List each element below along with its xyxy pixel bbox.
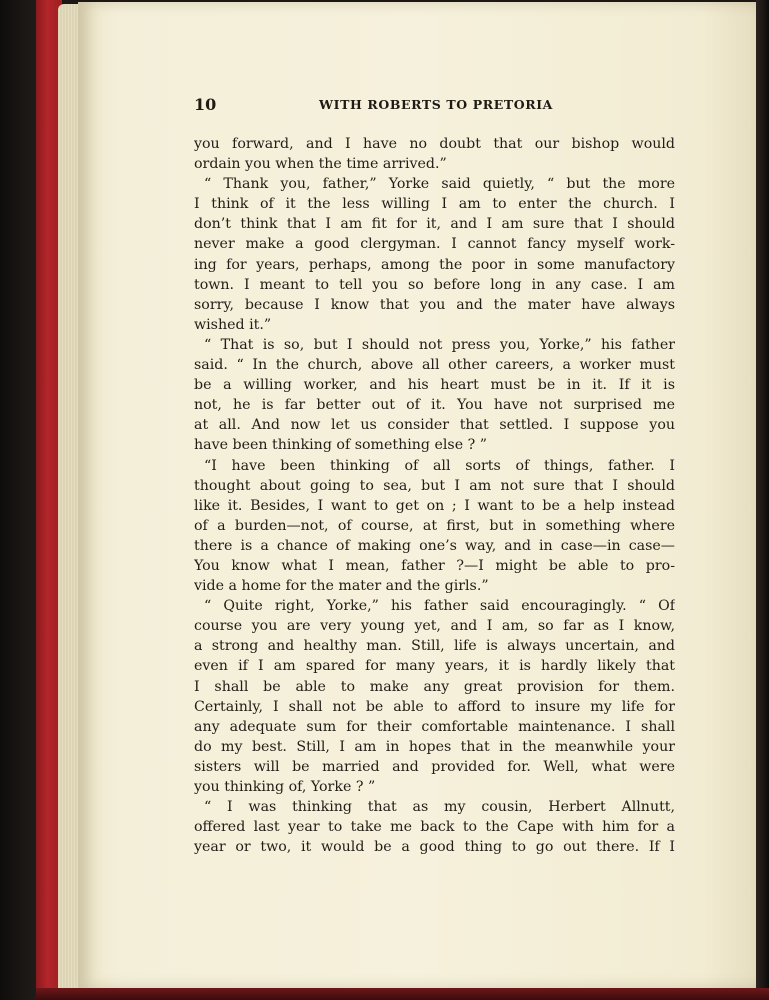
text-line: thought about going to sea, but I am not sure that I should [194,477,675,494]
text-line: offered last year to take me back to the Cape with him for a [194,819,675,836]
text-line: “ Quite right, Yorke,” his father said encouragingly. “ Of [204,598,675,615]
text-line: “ I was thinking that as my cousin, Herbert Allnutt, [204,799,675,816]
text-line: vide a home for the mater and the girls.” [194,578,489,595]
text-line: be a willing worker, and his heart must be in it. If it is [194,377,675,394]
text-line: course you are very young yet, and I am, so far as I know, [194,618,675,635]
text-line: at all. And now let us consider that settled. I suppose you [194,417,675,434]
text-line: have been thinking of something else ? ” [194,437,487,454]
background-right [756,0,769,1000]
running-head: WITH ROBERTS TO PRETORIA [319,97,553,112]
book-cover-bottom [36,988,769,1000]
text-line: you thinking of, Yorke ? ” [194,779,376,795]
text-line: I shall be able to make any great provision for them. [194,678,675,695]
text-line: wished it.” [194,316,272,333]
text-line: I think of it the less willing I am to enter the church. I [194,196,675,213]
page-header [194,95,674,117]
text-line: a strong and healthy man. Still, life is always uncertain, and [194,638,675,655]
text-line: You know what I mean, father ?—I might be able to pro- [194,557,675,574]
text-line: town. I meant to tell you so before long in any case. I am [194,276,675,293]
page-number: 10 [194,95,217,114]
text-line: sisters will be married and provided for. Well, what were [194,758,675,775]
text-line: do my best. Still, I am in hopes that in the meanwhile your [194,738,675,755]
text-line: “ Thank you, father,” Yorke said quietly, “ but the more [204,176,675,193]
text-line: not, he is far better out of it. You have not surprised me [194,397,675,414]
page-stack [58,4,80,994]
body-text [194,134,675,857]
text-line: never make a good clergyman. I cannot fancy myself work- [194,236,675,253]
text-line: don’t think that I am fit for it, and I am sure that I should [194,216,675,233]
text-line: any adequate sum for their comfortable maintenance. I shall [194,718,675,735]
text-line: you forward, and I have no doubt that our bishop would [194,136,675,152]
text-line: “ That is so, but I should not press you, Yorke,” his father [204,336,675,353]
text-line: like it. Besides, I want to get on ; I want to be a help instead [194,497,675,514]
text-line: there is a chance of making one’s way, and in case—in case— [194,537,675,554]
text-line: year or two, it would be a good thing to go out there. If I [194,839,675,856]
text-line: ordain you when the time arrived.” [194,156,447,173]
text-line: said. “ In the church, above all other careers, a worker must [194,357,675,374]
text-line: even if I am spared for many years, it is hardly likely that [194,658,675,675]
text-line: “I have been thinking of all sorts of things, father. I [204,457,675,474]
text-line: Certainly, I shall not be able to afford to insure my life for [194,698,675,715]
text-line: ing for years, perhaps, among the poor in some manufactory [194,256,675,273]
text-line: of a burden—not, of course, at first, but in something where [194,517,675,534]
text-line: sorry, because I know that you and the mater have always [194,296,675,313]
